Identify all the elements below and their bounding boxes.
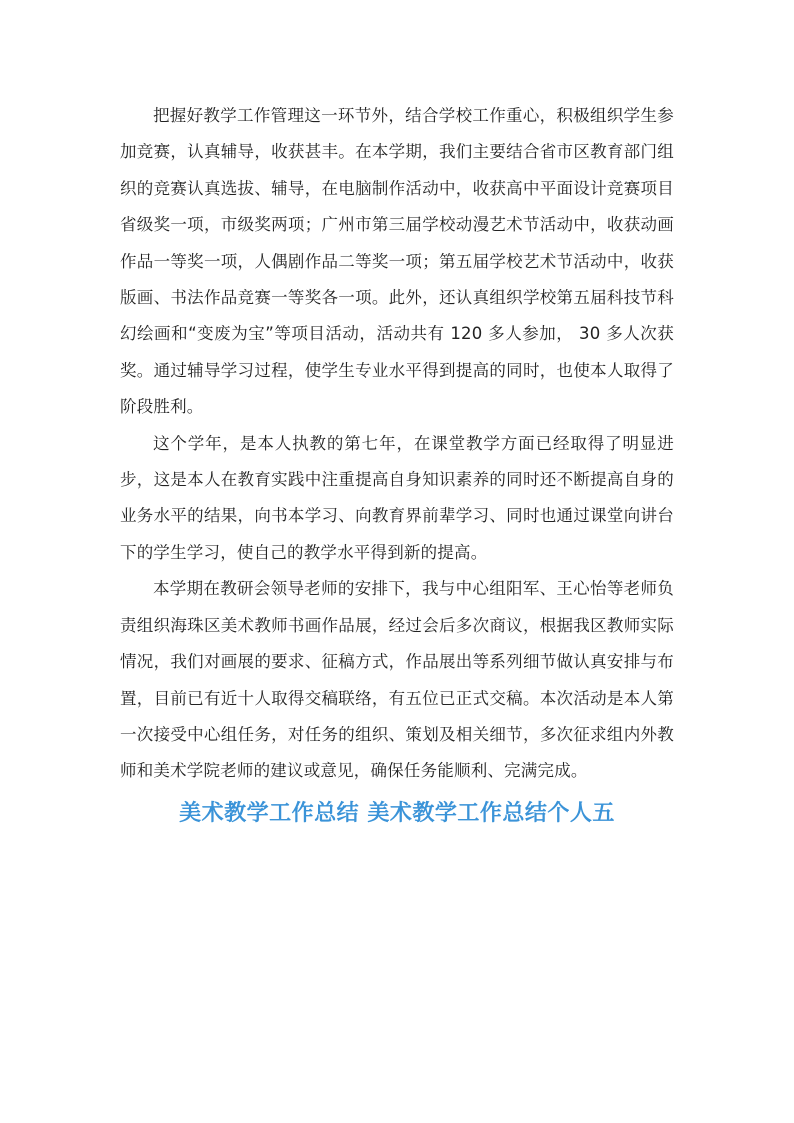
document-body: [120, 98, 674, 834]
section-heading-link[interactable]: 美术教学工作总结 美术教学工作总结个人五: [179, 800, 615, 826]
paragraph-exhibition: 本学期在教研会领导老师的安排下，我与中心组阳军、王心怡等老师负责组织海珠区美术教师书画作品展，经过会后多次商议，根据我区教师实际情况，我们对画展的要求、征稿方式，作品展出等系列细节做认真安排与布置，目前已有近十人取得交稿联络，有五位已正式交稿。本次活动是本人第一次接受中心组任务，对任务的组织、策划及相关细节，多次征求组内外教师和美术学院老师的建议或意见，确保任务能顺利、完满完成。: [120, 579, 674, 781]
paragraph-teaching-year: 这个学年，是本人执教的第七年，在课堂教学方面已经取得了明显进步，这是本人在教育实践中注重提高自身知识素养的同时还不断提高自身的业务水平的结果，向书本学习、向教育界前辈学习、同时也通过课堂向讲台下的学生学习，使自己的教学水平得到新的提高。: [120, 433, 674, 562]
paragraph-competitions: 把握好教学工作管理这一环节外，结合学校工作重心，积极组织学生参加竞赛，认真辅导，收获甚丰。在本学期，我们主要结合省市区教育部门组织的竞赛认真选拔、辅导，在电脑制作活动中，收获高中平面设计竞赛项目省级奖一项，市级奖两项；广州市第三届学校动漫艺术节活动中，收获动画作品一等奖一项，人偶剧作品二等奖一项；第五届学校艺术节活动中，收获版画、书法作品竞赛一等奖各一项。此外，还认真组织学校第五届科技节科幻绘画和“变废为宝”等项目活动，活动共有 120 多人参加， 30 多人次获奖。通过辅导学习过程，使学生专业水平得到提高的同时，也使本人取得了阶段胜利。: [120, 106, 674, 417]
